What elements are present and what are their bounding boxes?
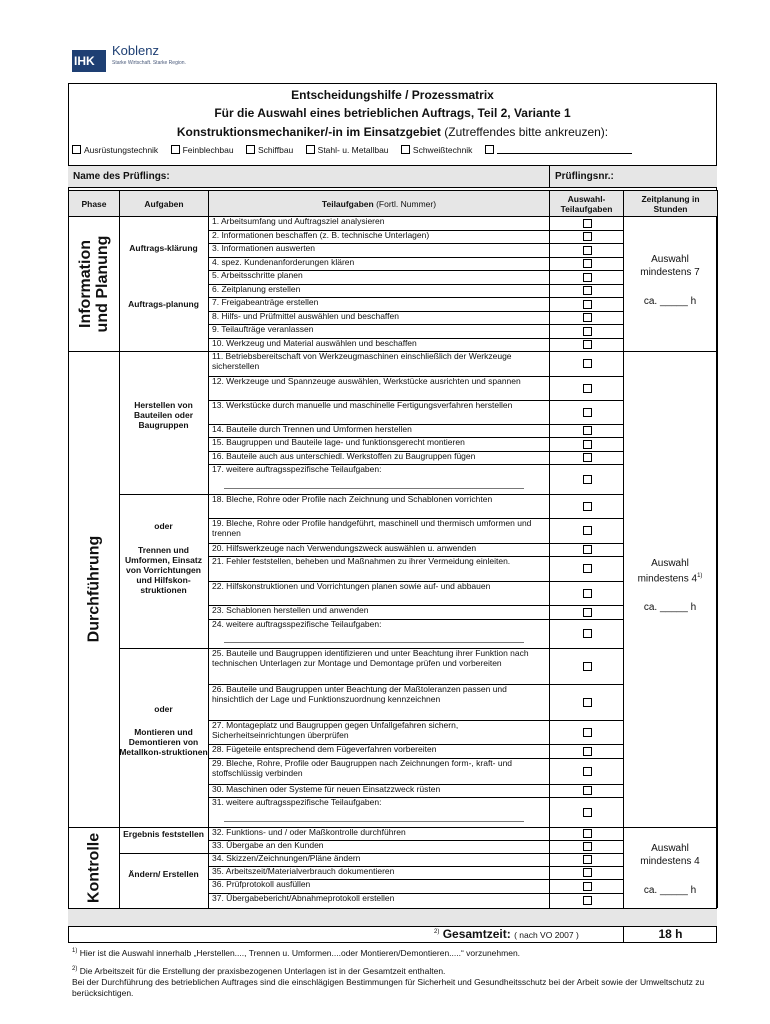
spacer-row — [68, 908, 717, 926]
task-row: 11. Betriebsbereitschaft von Werkzeugmaschinen einschließlich der Werkzeuge sicherstellen — [212, 351, 512, 371]
title-occupation-hint: (Zutreffendes bitte ankreuzen): — [444, 125, 609, 139]
title-main: Entscheidungshilfe / Prozessmatrix — [291, 88, 494, 102]
task-row: 4. spez. Kundenanforderungen klären — [212, 257, 355, 267]
zeit-mindestens: mindestens 4 — [640, 856, 700, 867]
task-row: 28. Fügeteile entsprechend dem Fügeverfahren vorbereiten — [212, 744, 437, 754]
grid-line — [119, 648, 208, 649]
task-row: 26. Bauteile und Baugruppen unter Beachtung der Maßtoleranzen passen und hinsichtlich der Lage und Funktionszuordnung kennzeichnen — [212, 684, 507, 704]
task-row: 2. Informationen beschaffen (z. B. technische Unterlagen) — [212, 230, 430, 240]
task-checkbox[interactable] — [583, 327, 592, 336]
task-row: 37. Übergabebericht/Abnahmeprotokoll erstellen — [212, 893, 395, 903]
group-auftragsplanung: Auftrags-planung — [128, 299, 199, 309]
task-checkbox[interactable] — [583, 440, 592, 449]
task-row: 10. Werkzeug und Material auswählen und beschaffen — [212, 338, 417, 348]
task-checkbox[interactable] — [583, 629, 592, 638]
task-checkbox[interactable] — [583, 747, 592, 756]
task-row: 14. Bauteile durch Trennen und Umformen herstellen — [212, 424, 412, 434]
task-checkbox[interactable] — [583, 698, 592, 707]
task-row: 19. Bleche, Rohre oder Profile handgeführt, maschinell und thermisch umformen und trennen — [212, 518, 532, 538]
task-row: 36. Prüfprotokoll ausfüllen — [212, 879, 311, 889]
zeit-durchfuehrung — [623, 557, 717, 614]
total-row — [68, 926, 717, 943]
zeit-auswahl: Auswahl — [651, 254, 689, 265]
group-oder-2: oder — [154, 704, 173, 714]
task-row: 25. Bauteile und Baugruppen identifizieren und unter Beachtung ihrer Funktion nach technischen Unterlagen zur Montage und Demontage prüfen und vorbereiten — [212, 648, 529, 668]
task-row: 17. weitere auftragsspezifische Teilaufgaben: — [212, 464, 382, 474]
task-row: 9. Teilaufträge veranlassen — [212, 324, 314, 334]
task-checkbox[interactable] — [583, 564, 592, 573]
task-checkbox[interactable] — [583, 502, 592, 511]
task-row: 16. Bauteile auch aus unterschiedl. Werkstoffen zu Baugruppen fügen — [212, 451, 476, 461]
zeit-auswahl: Auswahl — [651, 843, 689, 854]
task-checkbox[interactable] — [583, 868, 592, 877]
task-checkbox[interactable] — [583, 589, 592, 598]
group-montieren: Montieren und Demontieren von Metallkon-struktionen — [119, 727, 208, 757]
task-checkbox[interactable] — [583, 359, 592, 368]
task-row: 13. Werkstücke durch manuelle und maschinelle Fertigungsverfahren herstellen — [212, 400, 513, 410]
phase-kontrolle — [68, 827, 119, 908]
footnote-3: Bei der Durchführung des betrieblichen Auftrages sind die einschlägigen Bestimmungen für Sicherheit und Gesundheitsschutz bei der Arbeit sowie der Umweltschutz zu berücksichtigen. — [72, 977, 705, 998]
col-aufgaben: Aufgaben — [120, 191, 209, 217]
task-checkbox[interactable] — [583, 259, 592, 268]
fill-line[interactable] — [224, 821, 524, 822]
total-sup: 2) — [434, 929, 440, 935]
task-row: 6. Zeitplanung erstellen — [212, 284, 301, 294]
task-checkbox[interactable] — [583, 384, 592, 393]
total-label-wrap — [434, 927, 579, 941]
task-row: 5. Arbeitsschritte planen — [212, 270, 303, 280]
task-checkbox[interactable] — [583, 313, 592, 322]
task-checkbox[interactable] — [583, 728, 592, 737]
pruefling-nr-label: Prüflingsnr.: — [555, 171, 614, 182]
task-row: 29. Bleche, Rohre, Profile oder Baugruppen nach Zeichnungen form-, kraft- und stoffschlüssig verbinden — [212, 758, 513, 778]
task-row: 35. Arbeitszeit/Materialverbrauch dokumentieren — [212, 866, 395, 876]
task-checkbox[interactable] — [583, 453, 592, 462]
zeit-kontrolle — [623, 842, 717, 897]
task-checkbox[interactable] — [583, 545, 592, 554]
task-row: 30. Maschinen oder Systeme für neuen Einsatzzweck rüsten — [212, 784, 441, 794]
task-checkbox[interactable] — [583, 219, 592, 228]
grid-line — [119, 494, 208, 495]
footnote-1: $^{1)}$ Hier ist die Auswahl innerhalb „Herstellen...., Trennen u. Umformen....oder Montieren/Demontieren.....“ vorzunehmen. — [72, 947, 521, 958]
group-herstellen: Herstellen von Bauteilen oder Baugruppen — [133, 400, 194, 430]
zeit-mindestens: mindestens 4$^{1)}$ — [637, 573, 703, 585]
footnote-2: $^{2)}$ Die Arbeitszeit für die Erstellung der praxisbezogenen Unterlagen ist in der Gesamtzeit enthalten. — [72, 965, 446, 976]
grid-line — [623, 216, 717, 217]
task-checkbox[interactable] — [583, 273, 592, 282]
phase-durchfuehrung-label: Durchführung — [85, 535, 102, 643]
task-checkbox[interactable] — [583, 808, 592, 817]
fill-line[interactable] — [224, 642, 524, 643]
title-occupation-name: Konstruktionsmechaniker/-in im Einsatzgebiet — [176, 125, 441, 139]
task-checkbox[interactable] — [583, 662, 592, 671]
phase-kontrolle-label: Kontrolle — [85, 832, 102, 903]
phase-information-planung — [68, 216, 119, 351]
task-checkbox[interactable] — [583, 286, 592, 295]
task-checkbox[interactable] — [583, 408, 592, 417]
option-schweisstechnik[interactable]: Schweißtechnik — [401, 145, 473, 155]
zeit-mindestens: mindestens 7 — [640, 267, 700, 278]
task-row: 21. Fehler feststellen, beheben und Maßnahmen zu ihrer Vermeidung einleiten. — [212, 556, 511, 566]
group-ergebnis: Ergebnis feststellen — [123, 829, 204, 839]
logo-brand: IHK — [74, 54, 95, 68]
zeit-hours[interactable]: ca. _____ h — [643, 296, 697, 307]
total-label: Gesamtzeit: — [442, 927, 511, 941]
task-row: 18. Bleche, Rohre oder Profile nach Zeichnung und Schablonen vorrichten — [212, 494, 493, 504]
task-row: 34. Skizzen/Zeichnungen/Pläne ändern — [212, 853, 361, 863]
task-checkbox[interactable] — [583, 842, 592, 851]
task-row: 33. Übergabe an den Kunden — [212, 840, 324, 850]
col-zeitplanung: Zeitplanung in Stunden — [624, 191, 718, 217]
option-schiffbau[interactable]: Schiffbau — [246, 145, 293, 155]
task-checkbox[interactable] — [583, 426, 592, 435]
task-checkbox[interactable] — [583, 855, 592, 864]
title-sub: Für die Auswahl eines betrieblichen Auftrags, Teil 2, Variante 1 — [214, 106, 571, 120]
logo-tagline: Starke Wirtschaft. Starke Region. — [112, 60, 186, 66]
zeit-auswahl: Auswahl — [651, 558, 689, 569]
task-checkbox[interactable] — [583, 829, 592, 838]
task-row: 20. Hilfswerkzeuge nach Verwendungszweck auswählen u. anwenden — [212, 543, 477, 553]
task-checkbox[interactable] — [583, 340, 592, 349]
task-checkbox[interactable] — [583, 608, 592, 617]
logo-name: Koblenz — [112, 43, 159, 58]
group-trennen: Trennen und Umformen, Einsatz von Vorrichtungen und Hilfskon-struktionen — [125, 545, 202, 595]
task-row: 32. Funktions- und / oder Maßkontrolle durchführen — [212, 827, 406, 837]
group-aendern: Ändern/ Erstellen — [128, 869, 199, 879]
option-feinblechbau[interactable]: Feinblechbau — [171, 145, 234, 155]
option-stahl-metallbau[interactable]: Stahl- u. Metallbau — [306, 145, 389, 155]
task-row: 24. weitere auftragsspezifische Teilaufgaben: — [212, 619, 382, 629]
task-row: 3. Informationen auswerten — [212, 243, 316, 253]
grid-line — [549, 216, 550, 908]
task-checkbox[interactable] — [583, 526, 592, 535]
option-ausruestungstechnik[interactable]: Ausrüstungstechnik — [72, 145, 158, 155]
grid-line — [119, 853, 208, 854]
grid-line — [717, 216, 718, 908]
task-row: 15. Baugruppen und Bauteile lage- und funktionsgerecht montieren — [212, 437, 465, 447]
col-auswahl: Auswahl-Teilaufgaben — [550, 191, 624, 217]
task-checkbox[interactable] — [583, 896, 592, 905]
zeit-hours[interactable]: ca. _____ h — [643, 885, 697, 896]
name-label: Name des Prüflings: — [73, 171, 170, 182]
col-phase: Phase — [69, 191, 120, 217]
zeit-hours[interactable]: ca. _____ h — [643, 602, 697, 614]
task-checkbox[interactable] — [583, 246, 592, 255]
col-teilaufgaben: Teilaufgaben (Fortl. Nummer) — [209, 191, 550, 217]
task-row: 27. Montageplatz und Baugruppen gegen Unfallgefahren sichern, Sicherheitseinrichtungen überprüfen — [212, 720, 459, 740]
task-row: 31. weitere auftragsspezifische Teilaufgaben: — [212, 797, 382, 807]
task-checkbox[interactable] — [583, 786, 592, 795]
group-auftragsklaerung: Auftrags-klärung — [129, 243, 198, 253]
task-row: 8. Hilfs- und Prüfmittel auswählen und beschaffen — [212, 311, 399, 321]
total-value: 18 h — [658, 927, 683, 941]
task-row: 22. Hilfskonstruktionen und Vorrichtungen planen sowie auf- und abbauen — [212, 581, 491, 591]
phase-durchfuehrung — [68, 351, 119, 827]
phase-information-planung-label: Information und Planung — [76, 235, 111, 332]
task-row: 12. Werkzeuge und Spannzeuge auswählen, Werkstücke ausrichten und spannen — [212, 376, 521, 386]
task-row: 23. Schablonen herstellen und anwenden — [212, 605, 369, 615]
task-checkbox[interactable] — [583, 475, 592, 484]
fill-line[interactable] — [224, 488, 524, 489]
group-oder-1: oder — [154, 521, 173, 531]
task-row: 7. Freigabeanträge erstellen — [212, 297, 319, 307]
task-checkbox[interactable] — [583, 300, 592, 309]
zeit-info — [623, 253, 717, 308]
task-checkbox[interactable] — [583, 232, 592, 241]
total-note: ( nach VO 2007 ) — [514, 930, 579, 940]
task-checkbox[interactable] — [583, 767, 592, 776]
task-checkbox[interactable] — [583, 882, 592, 891]
task-row: 1. Arbeitsumfang und Auftragsziel analysieren — [212, 216, 385, 226]
